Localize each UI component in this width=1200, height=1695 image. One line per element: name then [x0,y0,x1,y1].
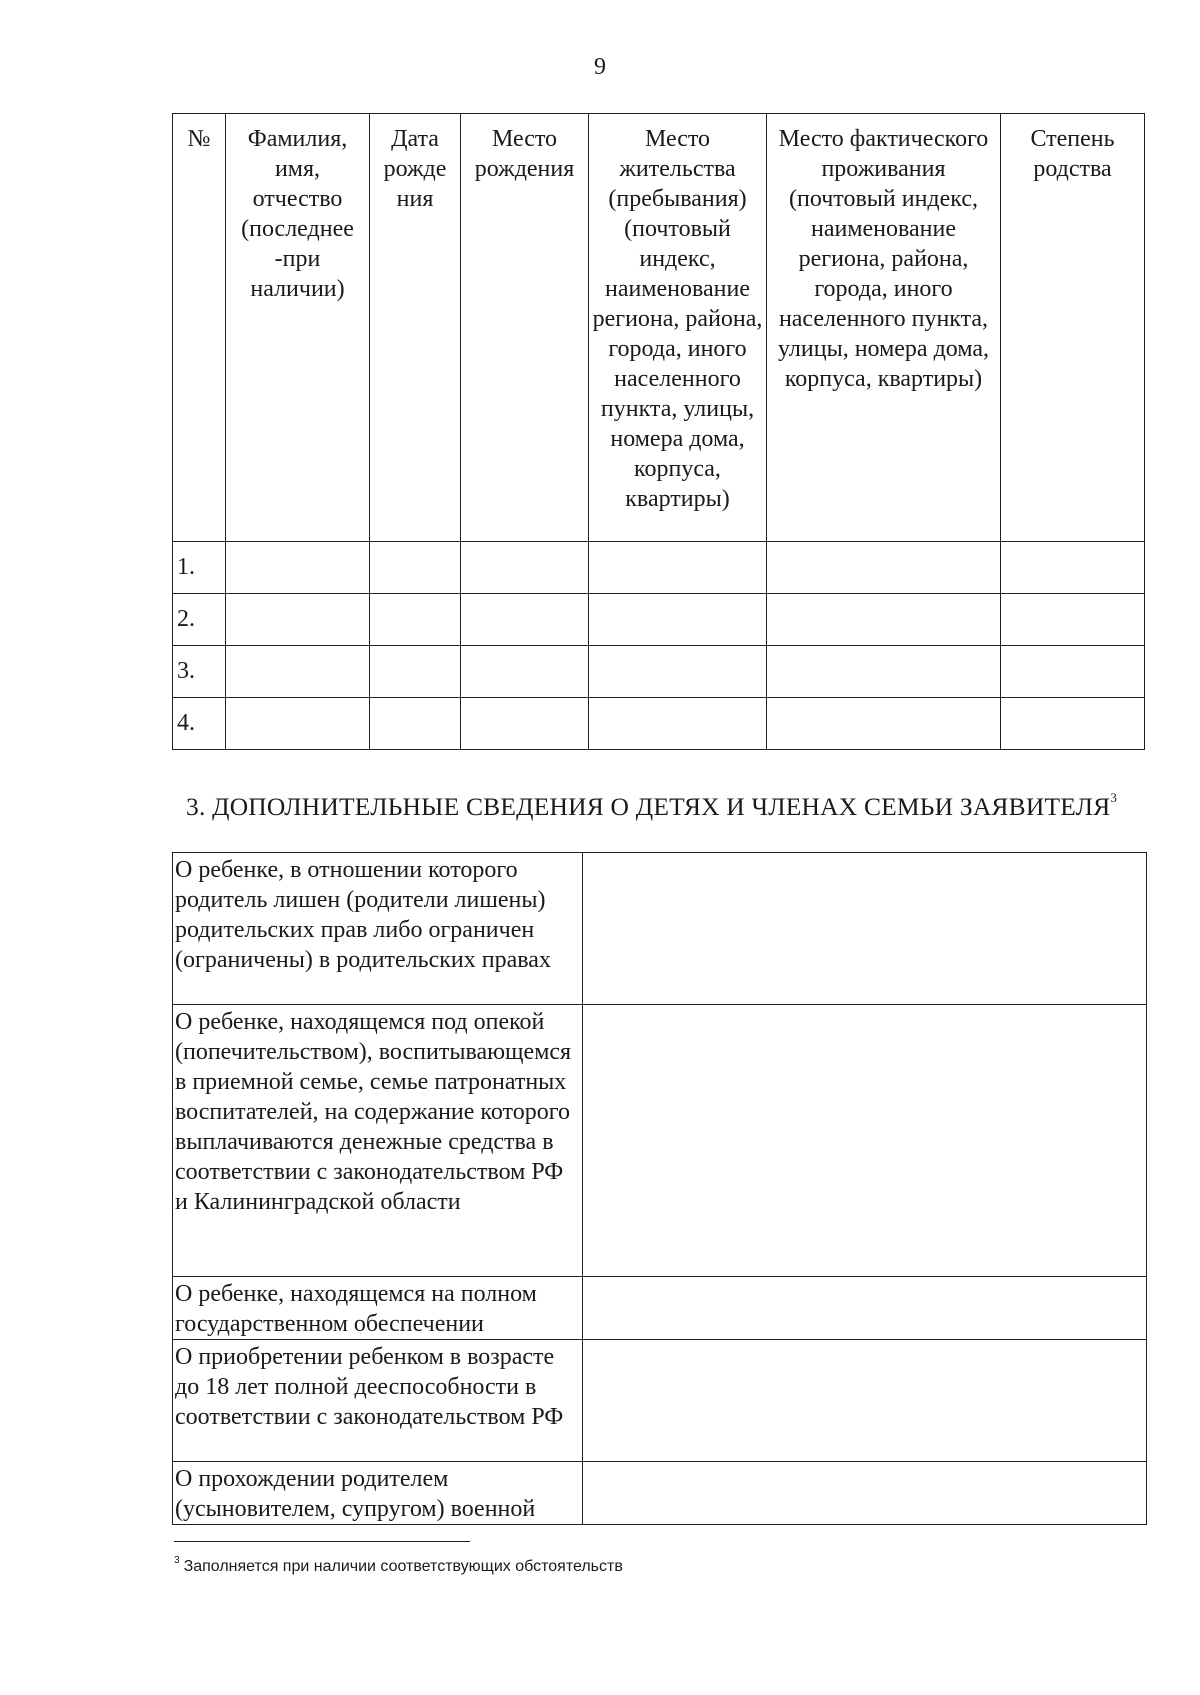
section-3-title [186,790,1117,822]
table-cell[interactable] [370,698,461,750]
footnote [174,1555,623,1576]
table-cell[interactable] [461,646,589,698]
row-value-cell[interactable] [583,1340,1147,1462]
table-row [173,1005,1147,1277]
table-cell[interactable] [589,594,767,646]
footnote-mark: 3 [174,1555,180,1566]
row-value-cell[interactable] [583,1277,1147,1340]
table-row [173,1340,1147,1462]
table-row [173,698,1145,750]
table-cell[interactable] [226,542,370,594]
footnote-divider [174,1541,470,1542]
table-cell[interactable] [589,698,767,750]
row-number: 4. [173,698,226,750]
table-row [173,853,1147,1005]
row-number: 1. [173,542,226,594]
table-cell[interactable] [767,646,1001,698]
table-cell[interactable] [767,698,1001,750]
header-birth-date: Дата рожде ния [370,114,461,542]
page-number: 9 [594,54,606,80]
table-row [173,646,1145,698]
table-row [173,542,1145,594]
table-row [173,594,1145,646]
table-cell[interactable] [1001,698,1145,750]
section-3-title-text: 3. ДОПОЛНИТЕЛЬНЫЕ СВЕДЕНИЯ О ДЕТЯХ И ЧЛЕНАХ СЕМЬИ ЗАЯВИТЕЛЯ [186,792,1111,821]
row-number: 2. [173,594,226,646]
header-relationship: Степень родства [1001,114,1145,542]
table-cell[interactable] [226,698,370,750]
table-cell[interactable] [767,594,1001,646]
table-cell[interactable] [370,542,461,594]
row-label: О ребенке, находящемся под опекой (попечительством), воспитывающемся в приемной семье, семье патронатных воспитателей, на содержание которого выплачиваются денежные средства в соответствии с законодательством РФ и Калининградской области [173,1005,583,1277]
table-row [173,1277,1147,1340]
table-row [173,1462,1147,1525]
header-actual-residence: Место фактического проживания (почтовый индекс, наименование региона, района, города, иного населенного пункта, улицы, номера дома, корпуса, квартиры) [767,114,1001,542]
row-value-cell[interactable] [583,853,1147,1005]
row-label: О приобретении ребенком в возрасте до 18 лет полной дееспособности в соответствии с законодательством РФ [173,1340,583,1462]
table-cell[interactable] [370,594,461,646]
table-cell[interactable] [461,542,589,594]
additional-info-table [172,852,1147,1525]
header-number: № [173,114,226,542]
table-cell[interactable] [226,646,370,698]
row-value-cell[interactable] [583,1462,1147,1525]
table-cell[interactable] [1001,646,1145,698]
table-cell[interactable] [1001,594,1145,646]
family-members-table [172,113,1145,750]
table-cell[interactable] [461,594,589,646]
row-label: О прохождении родителем (усыновителем, супругом) военной [173,1462,583,1525]
table-cell[interactable] [1001,542,1145,594]
footnote-text: Заполняется при наличии соответствующих обстоятельств [183,1558,623,1575]
row-value-cell[interactable] [583,1005,1147,1277]
table-cell[interactable] [461,698,589,750]
table-header-row [173,114,1145,542]
table-cell[interactable] [767,542,1001,594]
row-number: 3. [173,646,226,698]
table-cell[interactable] [589,646,767,698]
table-cell[interactable] [226,594,370,646]
header-residence: Место жительства (пребывания) (почтовый индекс, наименование региона, района, города, иного населенного пункта, улицы, номера дома, корпуса, квартиры) [589,114,767,542]
header-birth-place: Место рождения [461,114,589,542]
table-cell[interactable] [370,646,461,698]
row-label: О ребенке, находящемся на полном государственном обеспечении [173,1277,583,1340]
row-label: О ребенке, в отношении которого родитель лишен (родители лишены) родительских прав либо ограничен (ограничены) в родительских правах [173,853,583,1005]
header-full-name: Фамилия, имя, отчество (последнее -при наличии) [226,114,370,542]
table-cell[interactable] [589,542,767,594]
footnote-reference: 3 [1110,790,1118,805]
